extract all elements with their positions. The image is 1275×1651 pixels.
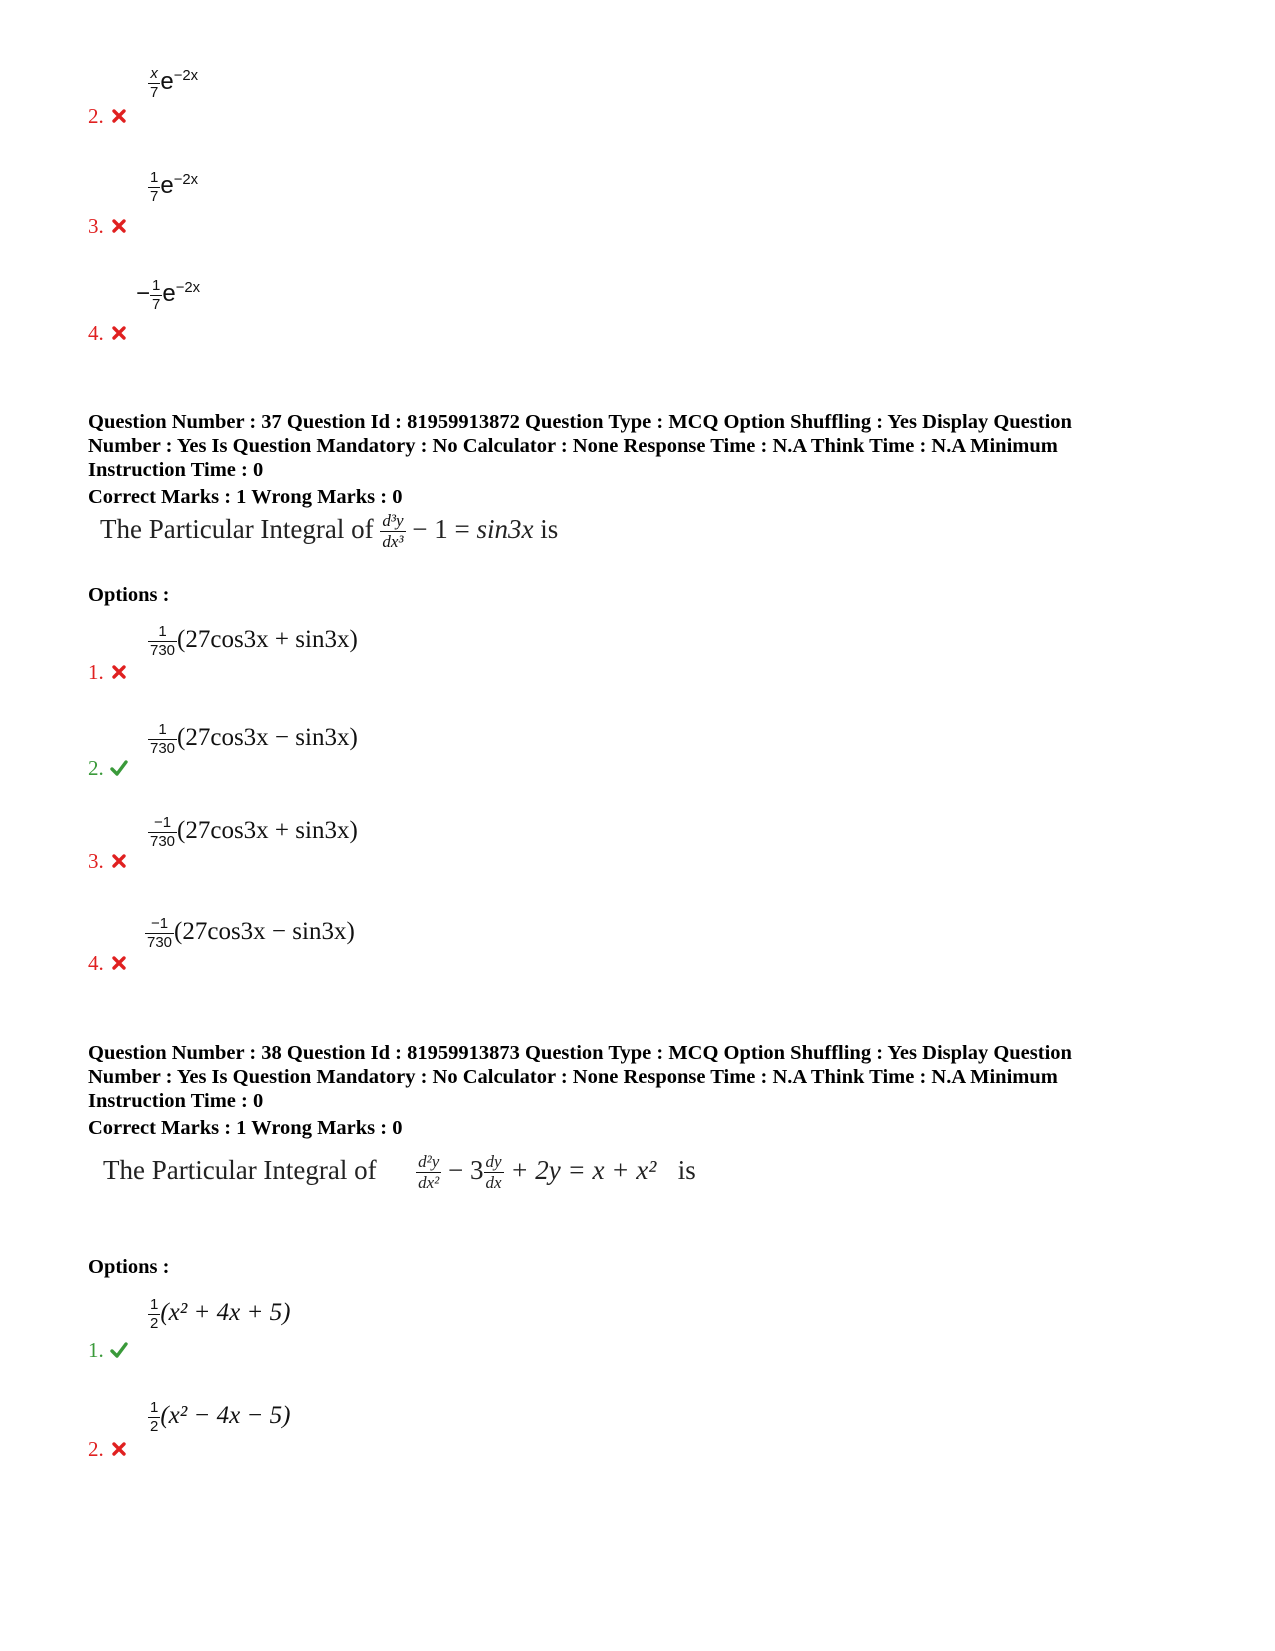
prev-option-2-expression: $\frac{x}{7}$ $e^{-2x}$: [150, 65, 199, 101]
check-icon: [110, 759, 128, 777]
q37-option-4-expression: $\frac{-1}{730}$ (27cos3x − sin3x): [147, 915, 355, 951]
q38-option-2-expression: $\frac{1}{2}$ (x² − 4x − 5): [150, 1399, 291, 1435]
q38-question-text: The Particular Integral of $\frac{\text{d²y}}{\text{dx²}}$ − 3 $\frac{dy}{dx}$ + 2y = x + x² is: [103, 1152, 696, 1192]
q37-option-4[interactable]: 4.: [88, 951, 128, 976]
check-icon: [110, 1341, 128, 1359]
cross-icon: [110, 107, 128, 125]
derivative-fraction: $\frac{\text{d³y}}{\text{dx³}}$: [382, 511, 404, 551]
q38-marks: Correct Marks : 1 Wrong Marks : 0: [88, 1117, 403, 1139]
q38-header: Question Number : 38 Question Id : 81959913873 Question Type : MCQ Option Shuffling : Yes Display Question Number : Yes Is Question Mandatory : No Calculator : None Response Time : N.A Think Time : N.A Minimum Instruction Time : 0: [88, 1042, 1072, 1112]
cross-icon: [110, 217, 128, 235]
fraction: $\frac{1}{730}$: [150, 721, 176, 757]
cross-icon: [110, 954, 128, 972]
q37-option-1[interactable]: 1.: [88, 660, 128, 685]
cross-icon: [110, 1440, 128, 1458]
cross-icon: [110, 852, 128, 870]
q37-option-1-expression: $\frac{1}{730}$ (27cos3x + sin3x): [150, 623, 358, 659]
fraction: $\frac{1}{7}$: [152, 277, 161, 313]
prev-option-4: 4.: [88, 321, 128, 346]
prev-option-3: 3.: [88, 214, 128, 239]
cross-icon: [110, 663, 128, 681]
q38-option-2[interactable]: 2.: [88, 1437, 128, 1462]
q38-option-1[interactable]: 1.: [88, 1338, 128, 1363]
q37-marks: Correct Marks : 1 Wrong Marks : 0: [88, 486, 403, 508]
q37-option-2[interactable]: 2.: [88, 756, 128, 781]
fraction: $\frac{1}{2}$: [150, 1296, 159, 1332]
fraction: $\frac{-1}{730}$: [147, 915, 173, 951]
second-derivative-fraction: $\frac{\text{d²y}}{\text{dx²}}$: [418, 1152, 440, 1192]
fraction: $\frac{1}{730}$: [150, 623, 176, 659]
q37-question-text: The Particular Integral of $\frac{\text{d³y}}{\text{dx³}}$ − 1 = sin3x is: [100, 511, 559, 551]
q38-options-label: Options :: [88, 1256, 170, 1278]
fraction: $\frac{-1}{730}$: [150, 814, 176, 850]
q37-option-3-expression: $\frac{-1}{730}$ (27cos3x + sin3x): [150, 814, 358, 850]
prev-option-3-expression: $\frac{1}{7}$ $e^{-2x}$: [150, 169, 199, 205]
fraction: $\frac{1}{2}$: [150, 1399, 159, 1435]
first-derivative-fraction: $\frac{dy}{dx}$: [485, 1152, 502, 1192]
cross-icon: [110, 324, 128, 342]
q38-option-1-expression: $\frac{1}{2}$ (x² + 4x + 5): [150, 1296, 291, 1332]
q37-option-2-expression: $\frac{1}{730}$ (27cos3x − sin3x): [150, 721, 358, 757]
prev-option-4-expression: − $\frac{1}{7}$ $e^{-2x}$: [136, 277, 201, 313]
q37-header: Question Number : 37 Question Id : 81959913872 Question Type : MCQ Option Shuffling : Yes Display Question Number : Yes Is Question Mandatory : No Calculator : None Response Time : N.A Think Time : N.A Minimum Instruction Time : 0: [88, 411, 1072, 481]
q37-option-3[interactable]: 3.: [88, 849, 128, 874]
q37-options-label: Options :: [88, 584, 170, 606]
prev-option-2: 2.: [88, 104, 128, 129]
fraction: $\frac{x}{7}$: [150, 65, 159, 101]
fraction: $\frac{1}{7}$: [150, 169, 159, 205]
